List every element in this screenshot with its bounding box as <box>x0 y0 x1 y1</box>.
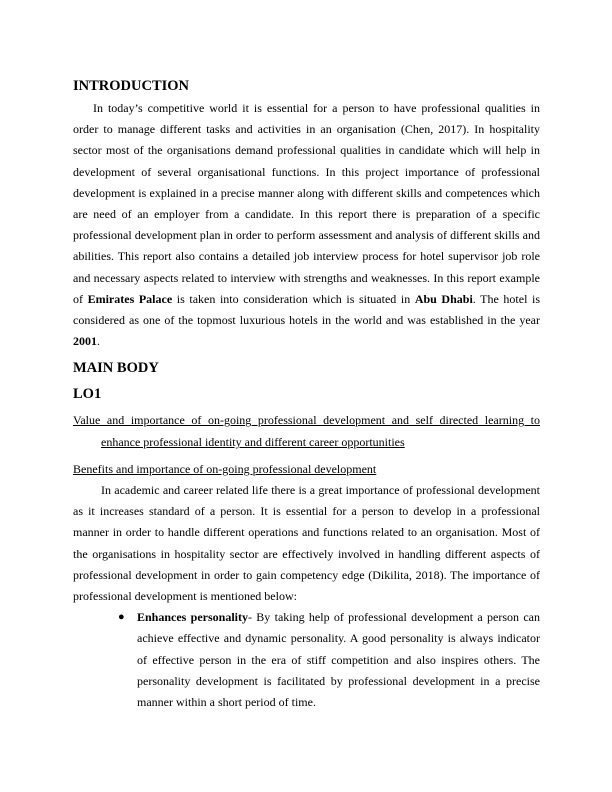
lo1-heading: LO1 <box>73 386 102 403</box>
introduction-heading: INTRODUCTION <box>73 78 190 94</box>
introduction-paragraph <box>73 98 540 352</box>
hotel-name: Emirates Palace <box>87 291 173 306</box>
list-item <box>118 607 540 713</box>
intro-text-2: is taken into consideration which is situated in <box>172 291 415 306</box>
page-content <box>73 76 540 713</box>
bullet-text: - By taking help of professional development a person can achieve effective and dynamic personality. A good personality is always indicator of effective person in the era of stiff competition and also inspires others. The personality development is facilitated by professional development in a precise manner within a short period of time. <box>137 610 540 710</box>
intro-text-3: . The hotel is considered as one of the topmost luxurious hotels in the world and was established in the year <box>73 291 541 328</box>
established-year: 2001 <box>73 334 97 349</box>
city-name: Abu Dhabi <box>414 291 473 306</box>
intro-text-1: In today’s competitive world it is essential for a person to have professional qualities in order to manage different tasks and activities in an organisation (Chen, 2017). In hospitality sector most of the organisations demand professional qualities in candidate which will help in development of several organisational functions. In this project importance of professional development is explained in a precise manner along with different skills and competences which are need of an employer from a candidate. In this report there is preparation of a specific professional development plan in order to perform assessment and analysis of different skills and abilities. This report also contains a detailed job interview process for hotel supervisor job role and necessary aspects related to interview with strengths and weaknesses. In this report example of <box>73 101 540 306</box>
benefits-list <box>73 607 540 713</box>
benefits-paragraph: In academic and career related life there is a great importance of professional development as it increases standard of a person. It is essential for a person to develop in a professional manner in order to handle different operations and functions related to an organisation. Most of the organisations in hospitality sector are effectively involved in handling different aspects of professional development in order to gain competency edge (Dikilita, 2018). The importance of professional development is mentioned below: <box>73 483 540 604</box>
intro-text-4: . <box>97 334 100 349</box>
bullet-icon: ● <box>118 611 125 624</box>
main-body-heading: MAIN BODY <box>73 360 159 377</box>
section-title: Value and importance of on-going professional development and self directed learning to enhance professional identity and different career opportunities <box>73 413 540 449</box>
subsection-title: Benefits and importance of on-going professional development <box>73 461 377 476</box>
bullet-term: Enhances personality <box>137 610 248 625</box>
